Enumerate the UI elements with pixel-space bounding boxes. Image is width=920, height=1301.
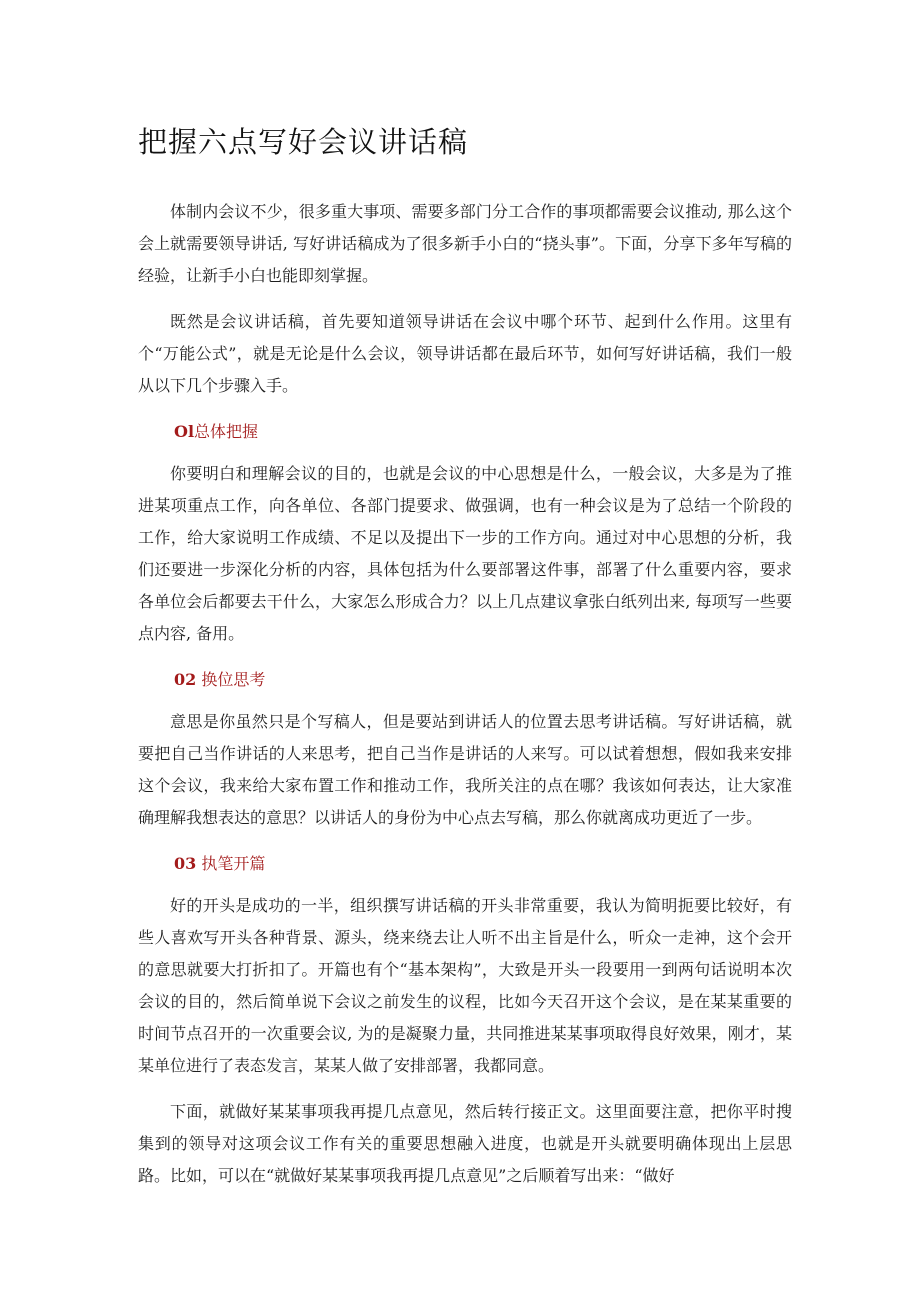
section-heading-1	[138, 416, 792, 448]
section-title: 换位思考	[201, 670, 266, 689]
section-heading-2	[138, 664, 792, 696]
section-title: 总体把握	[194, 422, 259, 441]
document-title: 把握六点写好会议讲话稿	[138, 125, 469, 159]
section-title: 执笔开篇	[201, 854, 266, 873]
section-3-paragraph-2: 下面，就做好某某事项我再提几点意见，然后转行接正文。这里面要注意，把你平时搜集到的领导对这项会议工作有关的重要思想融入进度，也就是开头就要明确体现出上层思路。比如，可以在“就做好某某事项我再提几点意见”之后顺着写出来：“做好	[138, 1102, 792, 1185]
section-1-paragraph-1: 你要明白和理解会议的目的，也就是会议的中心思想是什么，一般会议，大多是为了推进某项重点工作，向各单位、各部门提要求、做强调，也有一种会议是为了总结一个阶段的工作，给大家说明工作成绩、不足以及提出下一步的工作方向。通过对中心思想的分析，我们还要进一步深化分析的内容，具体包括为什么要部署这件事，部署了什么重要内容，要求各单位会后都要去干什么，大家怎么形成合力？以上几点建议拿张白纸列出来, 每项写一些要点内容, 备用。	[138, 464, 792, 643]
section-heading-3	[138, 848, 792, 880]
section-number: Ol	[174, 422, 195, 441]
section-number: 03	[174, 854, 197, 873]
document-page	[138, 118, 792, 1206]
section-number: 02	[174, 670, 197, 689]
intro-paragraph-1: 体制内会议不少，很多重大事项、需要多部门分工合作的事项都需要会议推动, 那么这个会上就需要领导讲话, 写好讲话稿成为了很多新手小白的“挠头事”。下面，分享下多年写稿的经验，让新手小白也能即刻掌握。	[138, 202, 792, 285]
section-3-paragraph-1: 好的开头是成功的一半，组织撰写讲话稿的开头非常重要，我认为简明扼要比较好，有些人喜欢写开头各种背景、源头，绕来绕去让人听不出主旨是什么，听众一走神，这个会开的意思就要大打折扣了。开篇也有个“基本架构”，大致是开头一段要用一到两句话说明本次会议的目的，然后简单说下会议之前发生的议程，比如今天召开这个会议，是在某某重要的时间节点召开的一次重要会议, 为的是凝聚力量，共同推进某某事项取得良好效果，刚才，某某单位进行了表态发言，某某人做了安排部署，我都同意。	[138, 896, 792, 1075]
intro-paragraph-2: 既然是会议讲话稿，首先要知道领导讲话在会议中哪个环节、起到什么作用。这里有个“万能公式”，就是无论是什么会议，领导讲话都在最后环节，如何写好讲话稿，我们一般从以下几个步骤入手。	[138, 312, 792, 395]
section-2-paragraph-1: 意思是你虽然只是个写稿人，但是要站到讲话人的位置去思考讲话稿。写好讲话稿，就要把自己当作讲话的人来思考，把自己当作是讲话的人来写。可以试着想想，假如我来安排这个会议，我来给大家布置工作和推动工作，我所关注的点在哪？我该如何表达，让大家准确理解我想表达的意思？以讲话人的身份为中心点去写稿，那么你就离成功更近了一步。	[138, 712, 792, 827]
